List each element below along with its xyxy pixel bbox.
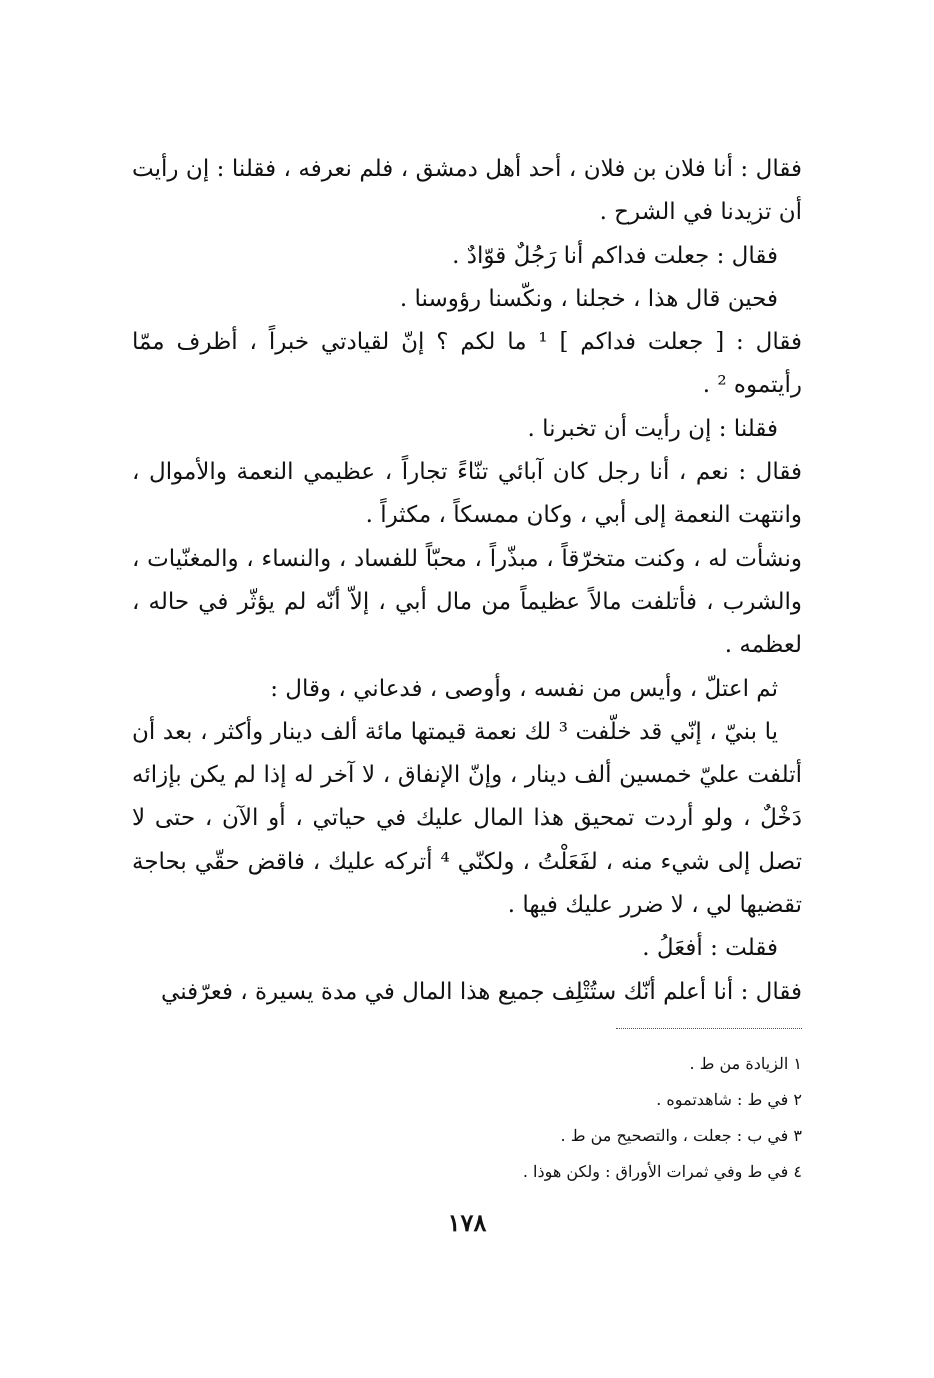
paragraph: فقلنا : إن رأيت أن تخبرنا . <box>527 415 778 442</box>
footnote: ٤ في ط وفي ثمرات الأوراق : ولكن هوذا . <box>522 1162 802 1181</box>
paragraph: يا بنيّ ، إنّي قد خلّفت ³ لك نعمة قيمتها مائة ألف دينار وأكثر ، بعد أن أتلفت عليّ خمسين ألف دينار ، وإنّ الإنفاق ، لا آخر له إذا لم يكن بإزائه دَخْلٌ ، ولو أردت تمحيق هذا المال عليك في حياتي ، أو الآن ، حتى لا تصل إلى شيء منه ، لفَعَلْتُ ، ولكنّي ⁴ أتركه عليك ، فاقض حقّي بحاجة تقضيها لي ، لا ضرر عليك فيها . <box>132 718 802 919</box>
main-text <box>132 148 802 1014</box>
page-number: ١٧٨ <box>447 1208 487 1237</box>
paragraph: فقال : نعم ، أنا رجل كان آبائي تنّاءً تجاراً ، عظيمي النعمة والأموال ، وانتهت النعمة إلى أبي ، وكان ممسكاً ، مكثراً . <box>132 459 802 529</box>
paragraph: فحين قال هذا ، خجلنا ، ونكّسنا رؤوسنا . <box>399 285 778 312</box>
paragraph: ثم اعتلّ ، وأيس من نفسه ، وأوصى ، فدعاني ، وقال : <box>270 675 778 702</box>
paragraph: فقال : أنا فلان بن فلان ، أحد أهل دمشق ، فلم نعرفه ، فقلنا : إن رأيت أن تزيدنا في الشرح . <box>132 156 802 226</box>
footnote: ١ الزيادة من ط . <box>689 1054 802 1073</box>
paragraph: فقال : أنا أعلم أنّك ستُتْلِف جميع هذا المال في مدة يسيرة ، فعرّفني <box>161 978 802 1005</box>
paragraph: فقلت : أفعَلُ . <box>642 935 778 962</box>
paragraph: فقال : جعلت فداكم أنا رَجُلٌ قوّادٌ . <box>452 242 778 269</box>
footnote-separator <box>616 1028 802 1029</box>
footnote: ٢ في ط : شاهدتموه . <box>656 1090 802 1109</box>
footnote: ٣ في ب : جعلت ، والتصحيح من ط . <box>560 1126 802 1145</box>
paragraph: ونشأت له ، وكنت متخرّقاً ، مبذّراً ، محبّاً للفساد ، والنساء ، والمغنّيات ، والشرب ، فأتلفت مالاً عظيماً من مال أبي ، إلاّ أنّه لم يؤثّر في حاله ، لعظمه . <box>132 545 802 659</box>
footnotes <box>132 1046 802 1190</box>
paragraph: فقال : [ جعلت فداكم ] ¹ ما لكم ؟ إنّ لقيادتي خبراً ، أظرف ممّا رأيتموه ² . <box>132 329 802 399</box>
